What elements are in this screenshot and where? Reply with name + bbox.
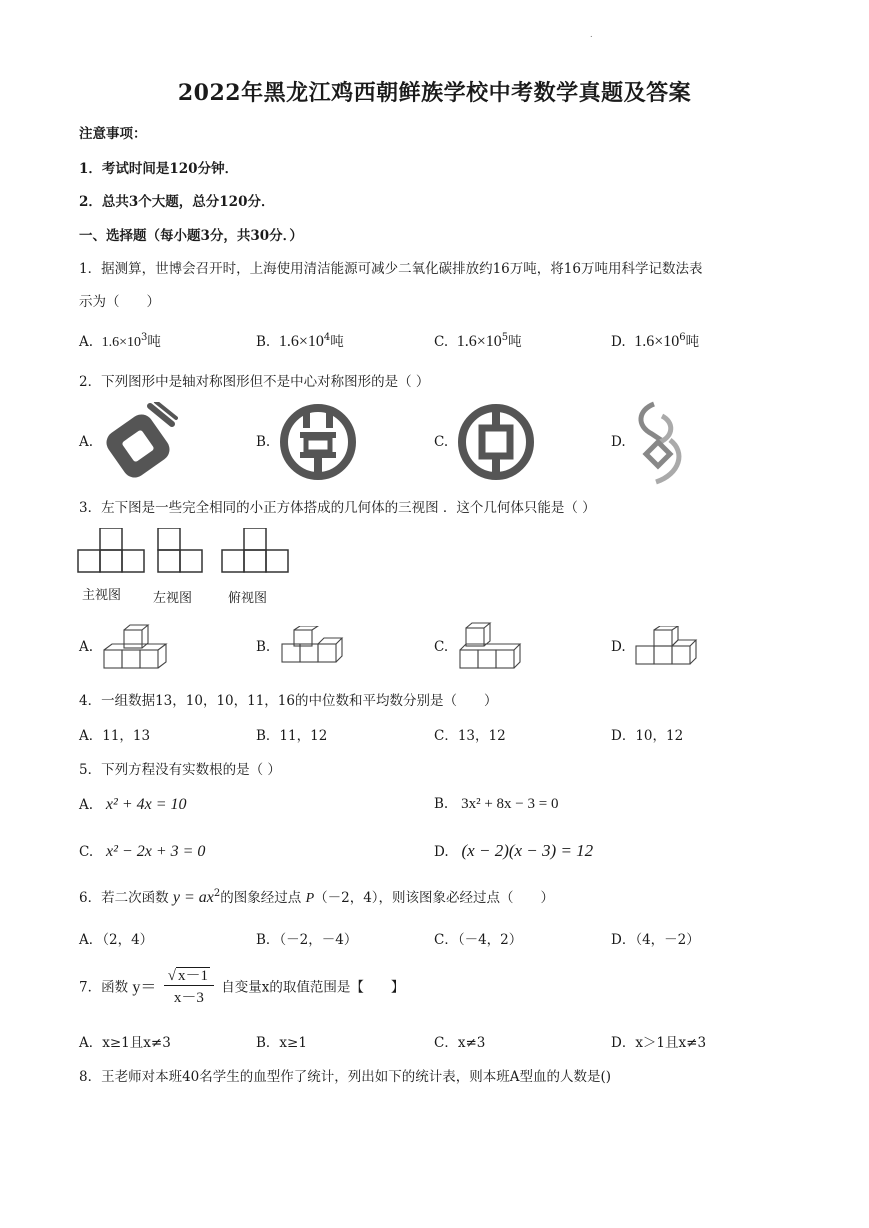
q6-option-a: A．（2，4） bbox=[79, 932, 154, 948]
q3-text: 3．左下图是一些完全相同的小正方体搭成的几何体的三视图 ．这个几何体只能是（ ） bbox=[79, 500, 596, 516]
option-exp: 5 bbox=[501, 332, 509, 343]
q6-text-pre: 6．若二次函数 bbox=[79, 890, 169, 906]
option-exp: 4 bbox=[323, 332, 331, 343]
q4-option-a: A．11，13 bbox=[79, 728, 151, 744]
page-title: 2022年黑龙江鸡西朝鲜族学校中考数学真题及答案 bbox=[177, 80, 692, 106]
q2-option-c-label: C. bbox=[434, 434, 449, 450]
option-label: B. bbox=[434, 796, 449, 812]
view-label-left: 左视图 bbox=[153, 591, 193, 606]
q5-option-c bbox=[79, 843, 205, 861]
q5-option-a bbox=[79, 796, 187, 814]
q5-option-b bbox=[434, 796, 558, 813]
view-label-top: 俯视图 bbox=[228, 591, 268, 606]
option-label: A. bbox=[79, 797, 94, 813]
q7-numerator: √ x－1 bbox=[164, 964, 214, 986]
q1-option-b bbox=[256, 330, 344, 351]
q6-text bbox=[79, 886, 554, 907]
option-unit: 吨 bbox=[508, 334, 522, 350]
option-exp: 3 bbox=[141, 332, 148, 343]
option-expr: x² − 2x + 3 = 0 bbox=[106, 843, 206, 860]
cube-stack-b-icon bbox=[280, 626, 348, 668]
cube-stack-d-icon bbox=[634, 626, 702, 670]
bank-logo-d-icon bbox=[630, 400, 690, 486]
option-label: B. bbox=[256, 334, 271, 350]
section-1-heading: 一、选择题（每小题3分，共30分．） bbox=[79, 228, 303, 244]
option-exp: 6 bbox=[679, 332, 686, 343]
q7-option-c: C．x≠3 bbox=[434, 1035, 486, 1051]
option-unit: 吨 bbox=[330, 334, 344, 350]
option-expr: x² + 4x = 10 bbox=[105, 796, 187, 813]
option-base: 1.6×10 bbox=[456, 333, 502, 350]
q7-text bbox=[79, 964, 404, 1007]
option-base: 1.6×10 bbox=[101, 335, 142, 350]
option-base: 1.6×10 bbox=[634, 333, 680, 350]
q5-text: 5．下列方程没有实数根的是（ ） bbox=[79, 762, 281, 778]
q6-text-post: 的图象经过点 bbox=[220, 890, 302, 906]
q2-option-d-label: D. bbox=[611, 434, 626, 450]
q6-option-c: C．（－4，2） bbox=[434, 932, 523, 948]
q2-option-b-label: B. bbox=[256, 434, 271, 450]
note-item-1: 1．考试时间是120分钟． bbox=[79, 161, 239, 177]
option-unit: 吨 bbox=[685, 334, 700, 350]
header-dot: . bbox=[590, 30, 593, 39]
q5-option-d bbox=[434, 841, 593, 861]
q1-text-line1: 1．据测算，世博会召开时，上海使用清洁能源可减少二氧化碳排放约16万吨，将16万吨用科学记数法表 bbox=[79, 261, 703, 277]
q4-option-c: C．13，12 bbox=[434, 728, 506, 744]
q7-option-d: D．x＞1且x≠3 bbox=[611, 1035, 707, 1051]
option-label: D. bbox=[434, 844, 449, 860]
option-base: 1.6×10 bbox=[278, 333, 324, 350]
option-label: D. bbox=[611, 334, 626, 350]
q6-point: P bbox=[305, 891, 315, 906]
q7-fraction bbox=[164, 964, 214, 1007]
cube-stack-c-icon bbox=[458, 622, 524, 672]
q3-option-a-label: A. bbox=[79, 639, 94, 655]
option-label: C. bbox=[79, 844, 94, 860]
q7-option-b: B．x≥1 bbox=[256, 1035, 307, 1051]
notes-heading: 注意事项： bbox=[79, 126, 147, 142]
cube-stack-a-icon bbox=[102, 622, 170, 672]
q3-option-c-label: C. bbox=[434, 639, 449, 655]
q7-denominator: x－3 bbox=[173, 990, 204, 1006]
q6-function: y = ax bbox=[172, 889, 214, 906]
q7-radicand: x－1 bbox=[177, 968, 208, 984]
q7-text-pre: 7．函数 bbox=[79, 979, 129, 996]
q6-option-d: D．（4，－2） bbox=[611, 932, 700, 948]
q7-option-a: A．x≥1且x≠3 bbox=[79, 1035, 171, 1051]
bank-logo-c-icon bbox=[456, 402, 536, 482]
q1-option-c bbox=[434, 330, 522, 351]
option-expr: 3x² + 8x − 3 = 0 bbox=[461, 796, 559, 812]
option-label: A. bbox=[79, 334, 94, 350]
note-item-2: 2．总共3个大题，总分120分． bbox=[79, 194, 275, 210]
option-unit: 吨 bbox=[147, 334, 161, 350]
q6-function-exp: 2 bbox=[213, 888, 221, 899]
q6-option-b: B．（－2，－4） bbox=[256, 932, 358, 948]
q8-text: 8．王老师对本班40名学生的血型作了统计，列出如下的统计表，则本班A型血的人数是() bbox=[79, 1069, 612, 1085]
q6-text-end: （－2，4），则该图象必经过点（ ） bbox=[314, 890, 555, 906]
bank-logo-a-icon bbox=[98, 402, 178, 482]
q4-option-b: B．11，12 bbox=[256, 728, 328, 744]
option-expr: (x − 2)(x − 3) = 12 bbox=[461, 841, 594, 860]
q4-text: 4．一组数据13，10，10，11，16的中位数和平均数分别是（ ） bbox=[79, 693, 498, 709]
q3-option-b-label: B. bbox=[256, 639, 271, 655]
q2-option-a-label: A. bbox=[79, 434, 94, 450]
q7-lhs: y＝ bbox=[132, 979, 157, 996]
option-label: C. bbox=[434, 334, 449, 350]
q1-option-a bbox=[79, 330, 161, 351]
q7-text-post: 自变量x的取值范围是【 】 bbox=[221, 979, 405, 996]
q3-option-d-label: D. bbox=[611, 639, 626, 655]
view-label-front: 主视图 bbox=[82, 588, 122, 603]
q2-text: 2．下列图形中是轴对称图形但不是中心对称图形的是（ ） bbox=[79, 374, 430, 390]
q4-option-d: D．10，12 bbox=[611, 728, 684, 744]
q1-text-line2: 示为（ ） bbox=[79, 294, 160, 310]
bank-logo-b-icon bbox=[278, 402, 358, 482]
q1-option-d bbox=[611, 330, 699, 351]
